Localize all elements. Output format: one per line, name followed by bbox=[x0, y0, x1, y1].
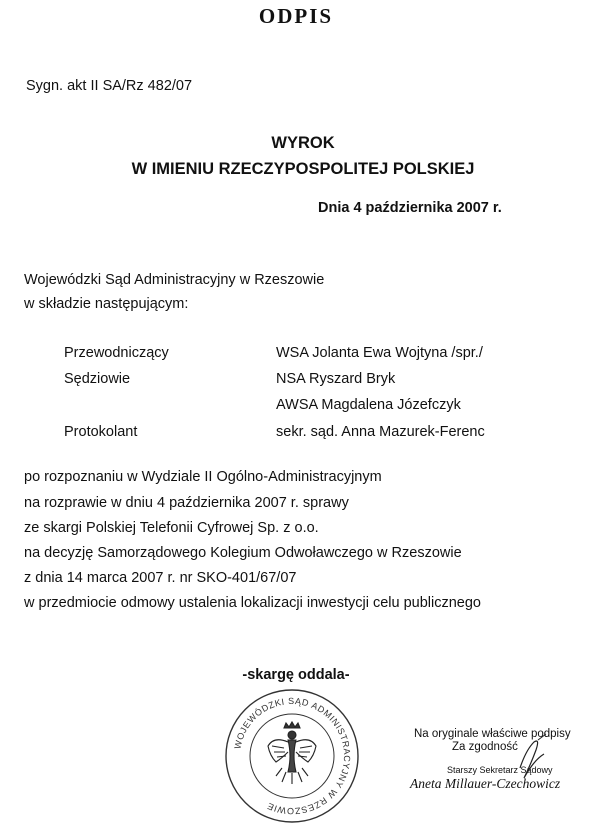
body-line: po rozpoznaniu w Wydziale II Ogólno-Administracyjnym bbox=[24, 469, 382, 485]
person-judge-1: NSA Ryszard Bryk bbox=[276, 371, 396, 387]
judgment-subtitle: W IMIENIU RZECZYPOSPOLITEJ POLSKIEJ bbox=[131, 160, 475, 178]
role-judges: Sędziowie bbox=[64, 371, 131, 387]
person-presiding: WSA Jolanta Ewa Wojtyna /spr./ bbox=[276, 345, 483, 361]
composition-intro: w składzie następującym: bbox=[24, 296, 189, 312]
body-line: na rozprawie w dniu 4 października 2007 r. sprawy bbox=[24, 495, 349, 511]
body-line: w przedmiocie odmowy ustalenia lokalizacji inwestycji celu publicznego bbox=[24, 595, 481, 611]
case-signature: Sygn. akt II SA/Rz 482/07 bbox=[26, 78, 193, 94]
role-recorder: Protokolant bbox=[64, 424, 138, 440]
seal-text: WOJEWÓDZKI SĄD ADMINISTRACYJNY W RZESZOWIE bbox=[232, 695, 353, 817]
document-header-title: ODPIS bbox=[258, 4, 334, 28]
court-name: Wojewódzki Sąd Administracyjny w Rzeszowie bbox=[24, 272, 325, 288]
verdict: -skargę oddala- bbox=[242, 667, 350, 683]
person-recorder: sekr. sąd. Anna Mazurek-Ferenc bbox=[276, 424, 485, 440]
court-seal bbox=[222, 686, 362, 826]
role-presiding: Przewodniczący bbox=[64, 345, 169, 361]
body-line: ze skargi Polskiej Telefonii Cyfrowej Sp. z o.o. bbox=[24, 520, 319, 536]
body-line: na decyzję Samorządowego Kolegium Odwoławczego w Rzeszowie bbox=[24, 545, 462, 561]
certification-original-note: Na oryginale właściwe podpisy bbox=[414, 728, 571, 740]
person-judge-2: AWSA Magdalena Józefczyk bbox=[276, 397, 461, 413]
eagle-emblem-icon bbox=[268, 722, 316, 784]
judgment-date: Dnia 4 października 2007 r. bbox=[318, 200, 502, 216]
handwritten-signature-icon bbox=[490, 720, 590, 800]
certification-conformity: Za zgodność bbox=[452, 741, 518, 753]
body-line: z dnia 14 marca 2007 r. nr SKO-401/67/07 bbox=[24, 570, 297, 586]
certification-clerk-name: Aneta Millauer-Czechowicz bbox=[410, 776, 561, 791]
judgment-title: WYROK bbox=[271, 134, 335, 152]
certification-clerk-title: Starszy Sekretarz Sądowy bbox=[447, 765, 553, 775]
